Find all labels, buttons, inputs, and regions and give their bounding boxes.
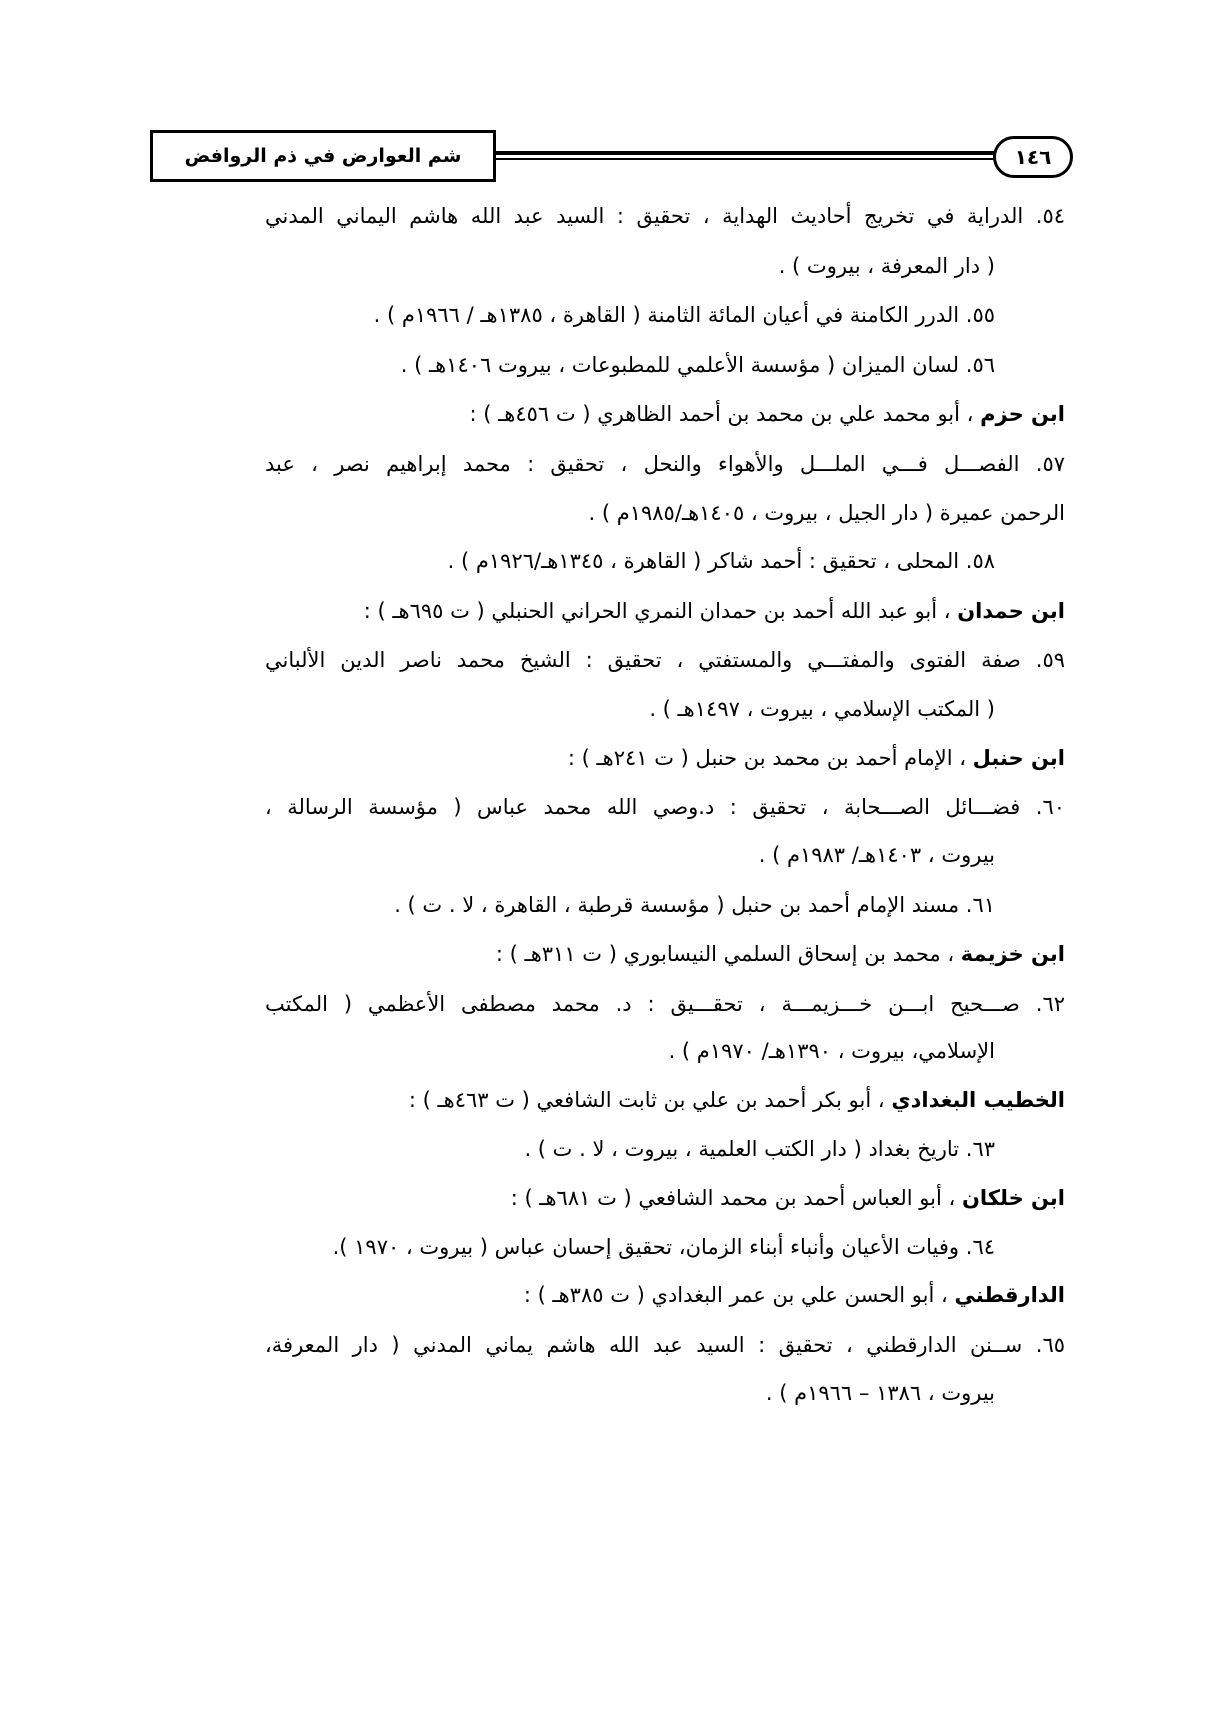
author-details: ، أبو العباس أحمد بن محمد الشافعي ( ت ٦٨١هـ ) :	[510, 1186, 962, 1210]
reference-entry-54-line-1: ٥٤. الدراية في تخريج أحاديث الهداية ، تحقيق : السيد عبد الله هاشم اليماني المدني	[265, 204, 1065, 228]
author-name: الدارقطني	[954, 1283, 1065, 1307]
author-heading-ibn-khuzaymah	[496, 939, 1065, 969]
reference-entry-60-line-1: ٦٠. فضـــائل الصـــحابة ، تحقيق : د.وصي الله محمد عباس ( مؤسسة الرسالة ،	[265, 795, 1065, 819]
author-name: ابن خزيمة	[960, 942, 1065, 966]
author-details: ، أبو عبد الله أحمد بن حمدان النمري الحراني الحنبلي ( ت ٦٩٥هـ ) :	[363, 599, 958, 623]
reference-entry-55: ٥٥. الدرر الكامنة في أعيان المائة الثامنة ( القاهرة ، ١٣٨٥هـ / ١٩٦٦م ) .	[373, 303, 995, 327]
reference-entry-57-line-1: ٥٧. الفصـــل فـــي الملـــل والأهواء والنحل ، تحقيق : محمد إبراهيم نصر ، عبد	[265, 452, 1065, 476]
author-details: ، أبو بكر أحمد بن علي بن ثابت الشافعي ( ت ٤٦٣هـ ) :	[408, 1088, 892, 1112]
author-name: ابن حزم	[980, 402, 1065, 426]
reference-entry-56: ٥٦. لسان الميزان ( مؤسسة الأعلمي للمطبوعات ، بيروت ١٤٠٦هـ ) .	[400, 353, 995, 377]
reference-entry-58: ٥٨. المحلى ، تحقيق : أحمد شاكر ( القاهرة ، ١٣٤٥هـ/١٩٢٦م ) .	[447, 549, 995, 573]
reference-entry-57-line-2: الرحمن عميرة ( دار الجيل ، بيروت ، ١٤٠٥هـ/١٩٨٥م ) .	[588, 501, 1065, 525]
reference-entry-65-line-2: بيروت ، ١٣٨٦ – ١٩٦٦م ) .	[765, 1381, 995, 1405]
author-heading-ibn-khallikan	[511, 1183, 1065, 1213]
reference-entry-59-line-2: ( المكتب الإسلامي ، بيروت ، ١٤٩٧هـ ) .	[649, 697, 995, 721]
page-number: ١٤٦	[993, 136, 1073, 178]
author-heading-ibn-hazm	[470, 399, 1065, 429]
header-rule-thin	[496, 158, 994, 160]
author-details: ، أبو محمد علي بن محمد بن أحمد الظاهري ( ت ٤٥٦هـ ) :	[469, 402, 981, 426]
reference-entry-59-line-1: ٥٩. صفة الفتوى والمفتـــي والمستفتي ، تحقيق : الشيخ محمد ناصر الدين الألباني	[265, 648, 1065, 672]
author-details: ، محمد بن إسحاق السلمي النيسابوري ( ت ٣١١هـ ) :	[495, 942, 961, 966]
author-heading-ibn-hamdan	[364, 596, 1065, 626]
reference-entry-54-line-2: ( دار المعرفة ، بيروت ) .	[778, 254, 995, 278]
author-details: ، أبو الحسن علي بن عمر البغدادي ( ت ٣٨٥هـ ) :	[523, 1283, 955, 1307]
reference-entry-63: ٦٣. تاريخ بغداد ( دار الكتب العلمية ، بيروت ، لا . ت ) .	[524, 1137, 995, 1161]
header-rule-thick	[496, 151, 994, 155]
running-title-box	[150, 130, 496, 182]
reference-entry-60-line-2: بيروت ، ١٤٠٣هـ/ ١٩٨٣م ) .	[758, 843, 995, 867]
reference-entry-65-line-1: ٦٥. ســنن الدارقطني ، تحقيق : السيد عبد الله هاشم يماني المدني ( دار المعرفة،	[265, 1333, 1065, 1357]
reference-entry-62-line-2: الإسلامي، بيروت ، ١٣٩٠هـ/ ١٩٧٠م ) .	[668, 1039, 995, 1063]
running-title: شم العوارض في ذم الروافض	[184, 145, 462, 167]
author-details: ، الإمام أحمد بن محمد بن حنبل ( ت ٢٤١هـ ) :	[567, 746, 973, 770]
author-heading-al-daraqutni	[524, 1280, 1065, 1310]
reference-entry-64: ٦٤. وفيات الأعيان وأنباء أبناء الزمان، تحقيق إحسان عباس ( بيروت ، ١٩٧٠ ).	[332, 1235, 995, 1259]
author-name: الخطيب البغدادي	[891, 1088, 1065, 1112]
author-name: ابن حمدان	[957, 599, 1065, 623]
author-name: ابن حنبل	[972, 746, 1065, 770]
reference-entry-61: ٦١. مسند الإمام أحمد بن حنبل ( مؤسسة قرطبة ، القاهرة ، لا . ت ) .	[394, 893, 995, 917]
author-heading-al-khatib-al-baghdadi	[409, 1085, 1065, 1115]
author-name: ابن خلكان	[961, 1186, 1065, 1210]
author-heading-ibn-hanbal	[568, 743, 1065, 773]
reference-entry-62-line-1: ٦٢. صـــحيح ابـــن خـــزيمـــة ، تحقـــيق : د. محمد مصطفى الأعظمي ( المكتب	[265, 992, 1065, 1016]
